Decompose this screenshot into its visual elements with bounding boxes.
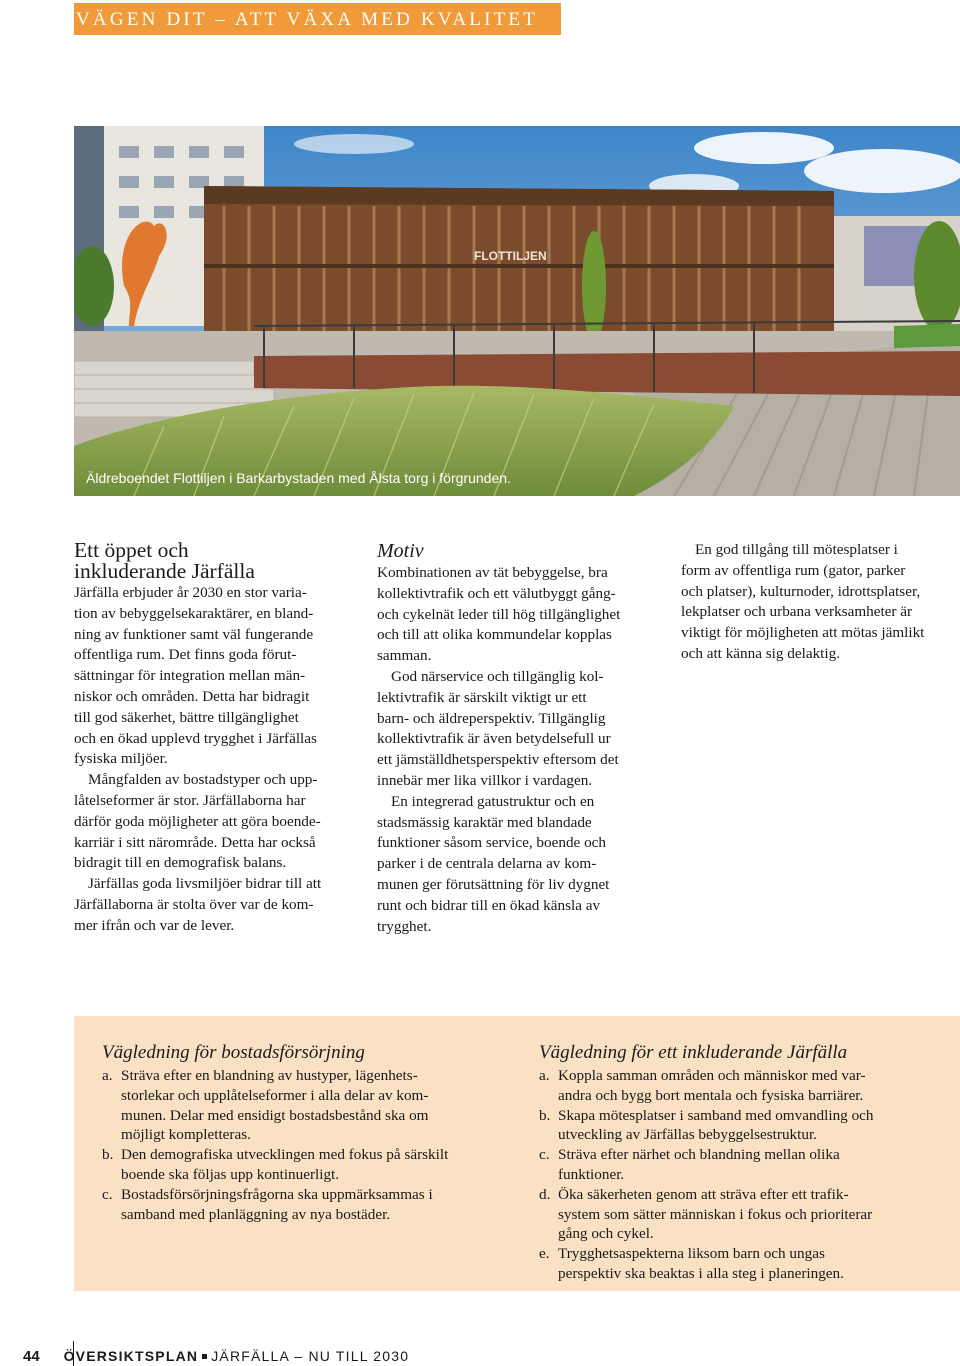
guidance-title: Vägledning för ett inkluderande Järfälla — [539, 1042, 848, 1063]
item-letter: b. — [102, 1146, 114, 1164]
guidance-box — [74, 1016, 960, 1291]
item-letter: a. — [539, 1067, 550, 1084]
intro-column — [74, 540, 356, 937]
separator-dot — [202, 1354, 207, 1359]
item-letter: a. — [102, 1067, 113, 1084]
paragraph: Mångfalden av bostadstyper och upp- låtelseformer är stor. Järfällaborna har därför goda möjligheter att göra boende- karriär i sitt närområde. Detta har också bidragit till en demografisk balans. — [74, 771, 321, 872]
building-photo — [74, 126, 960, 496]
item-letter: b. — [539, 1106, 551, 1124]
section-heading: Ett öppet och inkluderande Järfälla — [74, 538, 255, 583]
guidance-inclusive — [539, 1042, 939, 1284]
guidance-item: a. Koppla samman områden och människor med var- andra och bygg bort mentala och fysiska barriärer. — [539, 1067, 866, 1104]
item-letter: c. — [102, 1185, 113, 1203]
paragraph: Järfälla erbjuder år 2030 en stor varia- tion av bebyggelsekaraktärer, en bland- ning av funktioner samt väl fungerande offentliga rum. Det finns goda förut- sättningar för integration mellan män- niskor och områden. Detta har bidragit till god säkerhet, bättre tillgänglighet och en ökad upplevd trygghet i Järfällas fysiska miljöer. — [74, 584, 317, 768]
document-subtitle: JÄRFÄLLA – NU TILL 2030 — [211, 1348, 410, 1364]
motiv-heading: Motiv — [377, 540, 424, 562]
guidance-item: c. Bostadsförsörjningsfrågorna ska uppmärksammas i samband med planläggning av nya bostäder. — [102, 1185, 433, 1223]
document-title: ÖVERSIKTSPLAN — [63, 1348, 199, 1364]
guidance-item: b. Den demografiska utvecklingen med fokus på särskilt boende ska följas upp kontinuerligt. — [102, 1146, 449, 1183]
guidance-item: e. Trygghetsaspekterna liksom barn och ungas perspektiv ska beaktas i alla steg i planeringen. — [539, 1245, 844, 1282]
paragraph: Järfällas goda livsmiljöer bidrar till att Järfällaborna är stolta över var de kom- mer ifrån och var de lever. — [74, 875, 322, 934]
item-letter: e. — [539, 1245, 550, 1263]
guidance-housing — [102, 1042, 497, 1224]
paragraph: En god tillgång till mötesplatser i form av offentliga rum (gator, parker och platser), kulturnoder, idrottsplatser, lekplatser och urbana verksamheter är viktigt för möjligheten att mötas jämlikt och att känna sig delaktig. — [681, 541, 925, 662]
paragraph: En integrerad gatustruktur och en stadsmässig karaktär med blandade funktioner såsom service, boende och parker i de centrala delarna av kom- munen ger förutsättning för liv dygnet runt och bidrar till en ökad känsla av trygghet. — [377, 792, 610, 935]
guidance-title: Vägledning för bostadsförsörjning — [102, 1042, 365, 1063]
item-letter: d. — [539, 1185, 551, 1203]
motiv-column — [377, 540, 660, 937]
building-sign: FLOTTILJEN — [474, 249, 547, 263]
item-letter: c. — [539, 1146, 550, 1164]
photo-caption: Äldreboendet Flottiljen i Barkarbystaden med Ålsta torg i förgrunden. — [86, 470, 511, 486]
paragraph: God närservice och tillgänglig kol- lektivtrafik är särskilt viktigt ur ett barn- och äldreperspektiv. Tillgänglig kollektivtrafik är även betydelsefull ur ett jämställdhetsperspektiv eftersom det innebär mer lika villkor i vardagen. — [377, 667, 619, 789]
guidance-item: b. Skapa mötesplatser i samband med omvandling och utveckling av Järfällas bebyggelsestruktur. — [539, 1106, 874, 1144]
guidance-item: c. Sträva efter närhet och blandning mellan olika funktioner. — [539, 1146, 840, 1183]
guidance-item: a. Sträva efter en blandning av hustyper, lägenhets- storlekar och upplåtelseformer i alla delar av kom- munen. Delar med ensidigt bostadsbestånd ska om möjligt kompletteras. — [102, 1067, 429, 1144]
meeting-places-column — [681, 540, 960, 665]
section-banner: VÄGEN DIT – ATT VÄXA MED KVALITET — [74, 3, 561, 35]
paragraph: Kombinationen av tät bebyggelse, bra kollektivtrafik och ett välutbyggt gång- och cykelnät leder till hög tillgänglighet och till att olika kommundelar kopplas samman. — [377, 564, 621, 665]
guidance-item: d. Öka säkerheten genom att sträva efter ett trafik- system som sätter människan i fokus och prioriterar gång och cykel. — [539, 1185, 873, 1243]
page-number: 44 — [23, 1348, 40, 1365]
page-footer — [23, 1348, 409, 1365]
